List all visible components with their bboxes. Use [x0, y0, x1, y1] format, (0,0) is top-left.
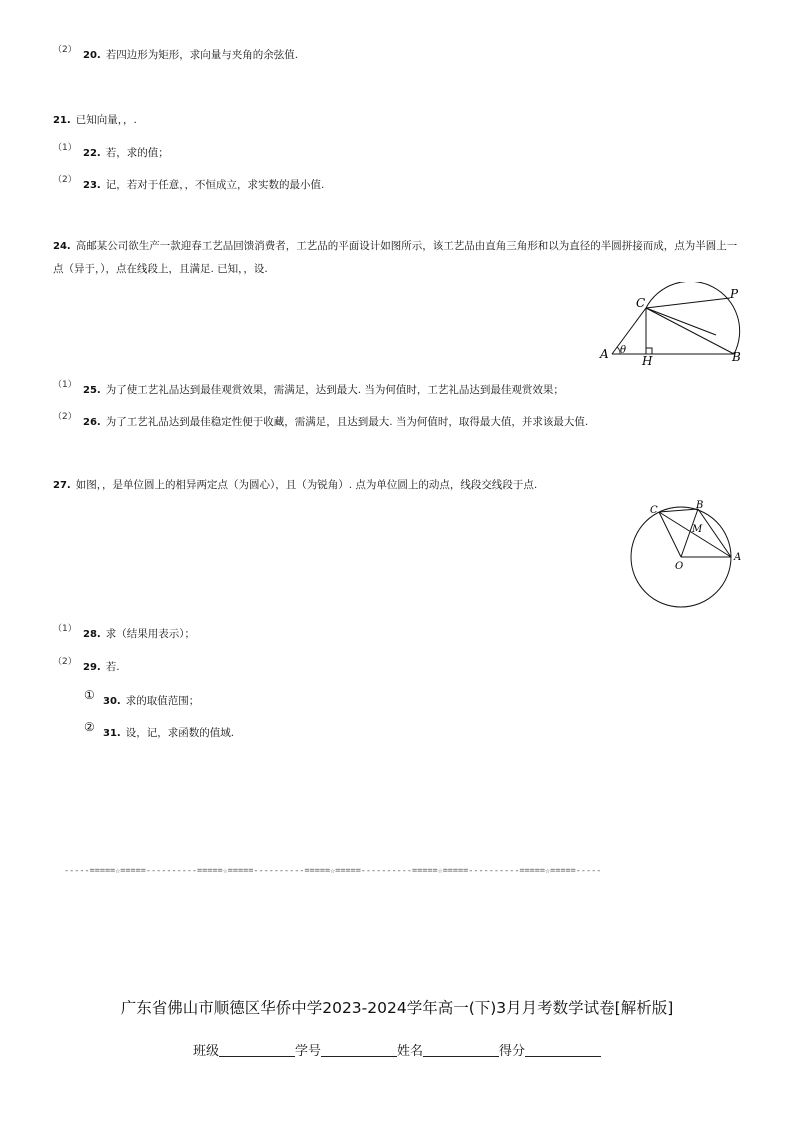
- name-label: 姓名: [397, 1044, 424, 1059]
- part-mark: （2）: [53, 45, 77, 55]
- question-28: [83, 627, 195, 642]
- segment-CB: [646, 308, 734, 354]
- question-22: [83, 146, 169, 161]
- question-31-mark: [84, 720, 95, 735]
- question-number: 25.: [83, 385, 101, 396]
- question-number: 23.: [83, 180, 101, 191]
- segment-BA: [698, 509, 731, 557]
- question-26-mark: [53, 409, 77, 424]
- label-A: A: [600, 347, 609, 361]
- question-20: [53, 42, 77, 57]
- segment-CP: [646, 298, 730, 308]
- page-separator: -----=====☆=====----------=====☆=====----------=====☆=====----------=====☆=====----------=====☆=====-----: [64, 866, 602, 876]
- question-29: [83, 660, 120, 675]
- label-theta: θ: [620, 345, 627, 356]
- label-B: B: [696, 500, 704, 511]
- label-P: P: [730, 287, 739, 301]
- segment-C-inner: [646, 308, 716, 335]
- question-number: 20.: [83, 50, 101, 61]
- question-text: 为了使工艺礼品达到最佳观赏效果，需满足，达到最大. 当为何值时，工艺礼品达到最佳观赏效果；: [105, 384, 564, 396]
- part-mark: （2）: [53, 657, 77, 667]
- question-number: 26.: [83, 417, 101, 428]
- score-label: 得分: [499, 1044, 526, 1059]
- question-31: [103, 726, 234, 741]
- label-M: M: [692, 524, 703, 535]
- question-number: 29.: [83, 662, 101, 673]
- semicircle-arc: [646, 282, 740, 354]
- question-23-mark: [53, 172, 77, 187]
- question-text: 求的取值范围；: [125, 695, 200, 707]
- question-text: 为了工艺礼品达到最佳稳定性便于收藏，需满足，且达到最大. 当为何值时，取得最大值，并求该最大值.: [105, 416, 589, 428]
- label-A: A: [734, 552, 742, 563]
- question-number: 24.: [53, 241, 71, 252]
- label-C: C: [650, 505, 658, 516]
- question-23: [83, 178, 324, 193]
- question-22-mark: [53, 140, 77, 155]
- question-number: 21.: [53, 115, 71, 126]
- question-25: [83, 383, 564, 398]
- part-mark: （1）: [53, 143, 77, 153]
- question-number: 31.: [103, 728, 121, 739]
- question-text: 求（结果用表示）；: [105, 628, 195, 640]
- name-blank[interactable]: [423, 1044, 499, 1057]
- question-20-body: [83, 48, 298, 63]
- label-B: B: [732, 350, 741, 364]
- question-number: 22.: [83, 148, 101, 159]
- figure-semicircle-triangle: [592, 282, 752, 372]
- question-number: 27.: [53, 480, 71, 491]
- part-mark: （1）: [53, 624, 77, 634]
- question-text: 若.: [105, 661, 120, 673]
- student-id-label: 学号: [294, 1044, 321, 1059]
- exam-title: 广东省佛山市顺德区华侨中学2023-2024学年高一(下)3月月考数学试卷[解析版]: [120, 999, 674, 1017]
- student-id-blank[interactable]: [321, 1044, 397, 1057]
- question-number: 30.: [103, 696, 121, 707]
- part-mark: （2）: [53, 412, 77, 422]
- figure-unit-circle: [626, 498, 746, 612]
- question-text: 若，求的值；: [105, 147, 169, 159]
- question-text: 记，若对于任意，，不恒成立，求实数的最小值.: [105, 179, 325, 191]
- question-28-mark: [53, 621, 77, 636]
- question-25-mark: [53, 377, 77, 392]
- class-blank[interactable]: [219, 1044, 295, 1057]
- circled-one-mark: ①: [84, 688, 95, 702]
- question-text: 如图，，是单位圆上的相异两定点（为圆心），且（为锐角）. 点为单位圆上的动点，线段交线段于点.: [75, 479, 538, 491]
- question-text: 高邮某公司欲生产一款迎春工艺品回馈消费者，工艺品的平面设计如图所示，该工艺品由直角三角形和以为直径的半圆拼接而成，点为半圆上一点（异于，），点在线段上，且满足. 已知，，设.: [53, 240, 738, 275]
- label-O: O: [675, 561, 684, 572]
- question-text: 已知向量，，.: [75, 114, 137, 126]
- student-info-line: [0, 1040, 794, 1059]
- label-H: H: [642, 354, 653, 368]
- part-mark: （2）: [53, 175, 77, 185]
- question-27: [53, 478, 537, 493]
- question-number: 28.: [83, 629, 101, 640]
- question-text: 设，记，求函数的值域.: [125, 727, 235, 739]
- question-24: [53, 235, 743, 280]
- score-blank[interactable]: [525, 1044, 601, 1057]
- question-26: [83, 415, 588, 430]
- question-21: [53, 113, 137, 128]
- label-C: C: [636, 296, 646, 310]
- part-mark: （1）: [53, 380, 77, 390]
- question-29-mark: [53, 654, 77, 669]
- class-label: 班级: [192, 1044, 219, 1059]
- circled-two-mark: ②: [84, 720, 95, 734]
- question-30-mark: [84, 688, 95, 703]
- question-30: [103, 694, 199, 709]
- question-text: 若四边形为矩形，求向量与夹角的余弦值.: [105, 49, 299, 61]
